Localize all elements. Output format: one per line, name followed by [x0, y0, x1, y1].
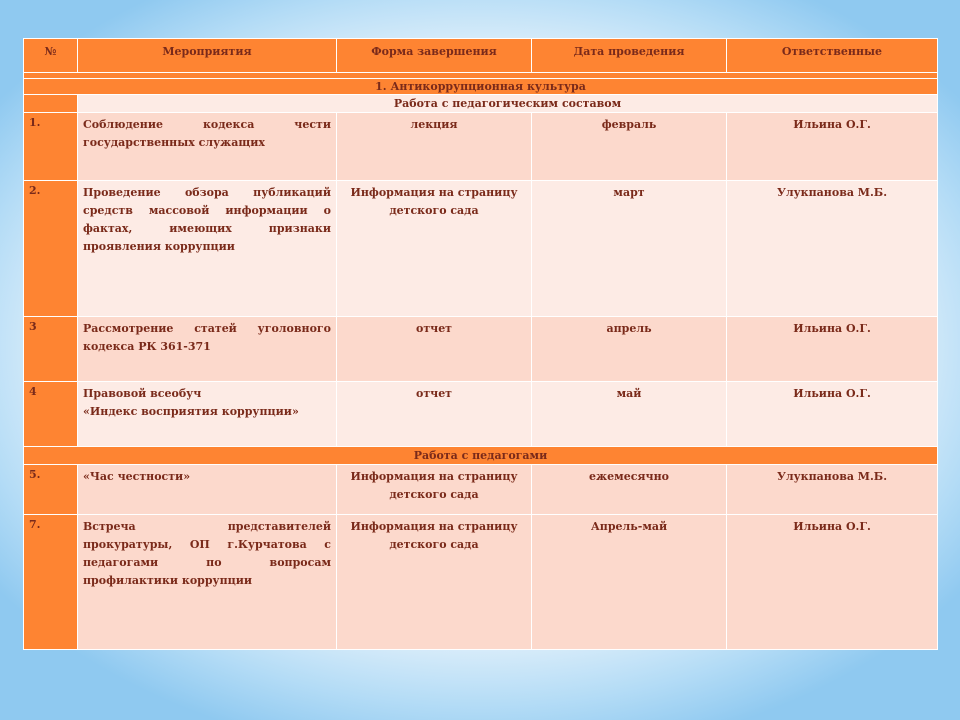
- row-number: 4: [24, 382, 78, 447]
- form-cell: лекция: [337, 113, 532, 181]
- responsible-cell: Ильина О.Г.: [727, 317, 938, 382]
- event-cell: [78, 382, 337, 447]
- date-cell: март: [532, 181, 727, 317]
- responsible-cell: Улукпанова М.Б.: [727, 181, 938, 317]
- section-row: [24, 447, 938, 465]
- table-row: [24, 113, 938, 181]
- date-cell: Апрель-май: [532, 515, 727, 650]
- form-cell: Информация на страницу детского сада: [337, 515, 532, 650]
- row-number: 1.: [24, 113, 78, 181]
- date-cell: февраль: [532, 113, 727, 181]
- row-number: 7.: [24, 515, 78, 650]
- form-cell: отчет: [337, 382, 532, 447]
- header-date: Дата проведения: [532, 39, 727, 73]
- table-row: [24, 317, 938, 382]
- form-cell: отчет: [337, 317, 532, 382]
- row-number: 3: [24, 317, 78, 382]
- section-title: 1. Антикоррупционная культура: [24, 79, 938, 95]
- row-number-cell: [24, 95, 78, 113]
- event-line: «Индекс восприятия коррупции»: [83, 405, 299, 418]
- responsible-cell: Ильина О.Г.: [727, 113, 938, 181]
- responsible-cell: Ильина О.Г.: [727, 515, 938, 650]
- plan-table: [23, 38, 938, 650]
- event-cell: Рассмотрение статей уголовного кодекса РК 361-371: [78, 317, 337, 382]
- section-title: Работа с педагогами: [24, 447, 938, 465]
- header-row: [24, 39, 938, 73]
- event-line: Правовой всеобуч: [83, 387, 202, 400]
- header-event: Мероприятия: [78, 39, 337, 73]
- section-row: [24, 79, 938, 95]
- table-row: [24, 465, 938, 515]
- header-form: Форма завершения: [337, 39, 532, 73]
- table-row: [24, 515, 938, 650]
- form-cell: Информация на страницу детского сада: [337, 465, 532, 515]
- table-row: [24, 181, 938, 317]
- subsection-title: Работа с педагогическим составом: [78, 95, 938, 113]
- subsection-row: [24, 95, 938, 113]
- event-cell: Соблюдение кодекса чести государственных служащих: [78, 113, 337, 181]
- responsible-cell: Улукпанова М.Б.: [727, 465, 938, 515]
- header-responsible: Ответственные: [727, 39, 938, 73]
- responsible-cell: Ильина О.Г.: [727, 382, 938, 447]
- date-cell: май: [532, 382, 727, 447]
- form-cell: Информация на страницу детского сада: [337, 181, 532, 317]
- row-number: 5.: [24, 465, 78, 515]
- table-row: [24, 382, 938, 447]
- event-cell: «Час честности»: [78, 465, 337, 515]
- date-cell: апрель: [532, 317, 727, 382]
- row-number: 2.: [24, 181, 78, 317]
- event-cell: Проведение обзора публикаций средств массовой информации о фактах, имеющих признаки проявления коррупции: [78, 181, 337, 317]
- event-cell: Встреча представителей прокуратуры, ОП г.Курчатова с педагогами по вопросам профилактики коррупции: [78, 515, 337, 650]
- date-cell: ежемесячно: [532, 465, 727, 515]
- header-num: №: [24, 39, 78, 73]
